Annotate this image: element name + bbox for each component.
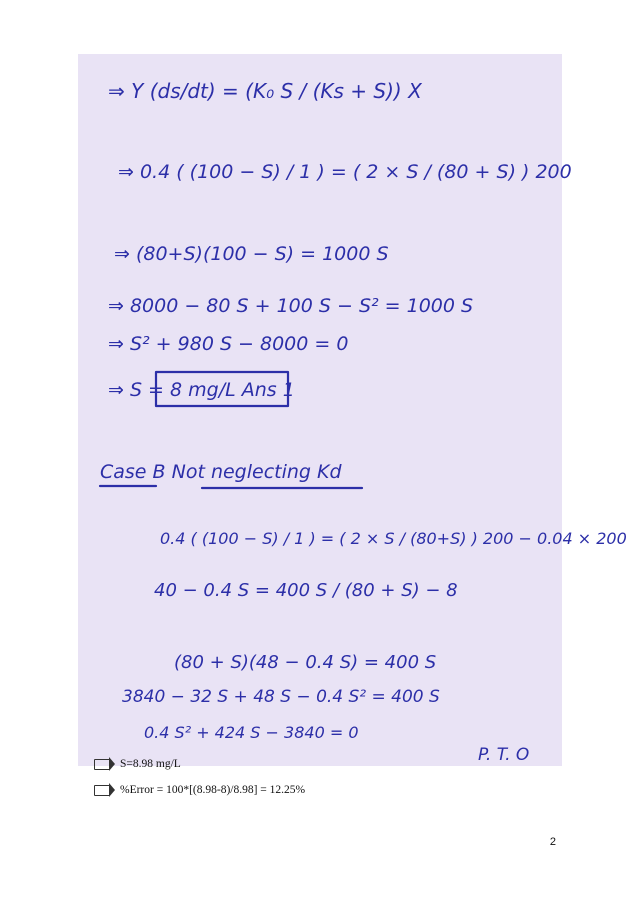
result-text: S=8.98 mg/L xyxy=(120,758,181,770)
hw-line-2: ⇒ 0.4 ( (100 − S) / 1 ) = ( 2 × S / (80 + S) ) 200 xyxy=(118,161,572,183)
arrow-right-icon xyxy=(94,759,110,770)
hw-line-10: (80 + S)(48 − 0.4 S) = 400 S xyxy=(174,652,437,673)
hw-line-6: ⇒ S = 8 mg/L Ans 1 xyxy=(108,379,295,401)
hw-line-5: ⇒ S² + 980 S − 8000 = 0 xyxy=(108,333,349,355)
hw-line-12: 0.4 S² + 424 S − 3840 = 0 xyxy=(144,723,359,742)
arrow-right-icon xyxy=(94,785,110,796)
hw-line-1: ⇒ Y (ds/dt) = (K₀ S / (Ks + S)) X xyxy=(108,79,422,103)
hw-line-3: ⇒ (80+S)(100 − S) = 1000 S xyxy=(114,243,389,265)
error-item xyxy=(94,784,305,796)
hw-line-4: ⇒ 8000 − 80 S + 100 S − S² = 1000 S xyxy=(108,295,474,317)
result-item xyxy=(94,758,181,770)
hw-line-8: 0.4 ( (100 − S) / 1 ) = ( 2 × S / (80+S) ) 200 − 0.04 × 200 xyxy=(160,529,627,548)
page-number: 2 xyxy=(549,836,556,848)
handwritten-scan xyxy=(78,54,627,766)
case-b-underline xyxy=(100,486,362,488)
hw-line-11: 3840 − 32 S + 48 S − 0.4 S² = 400 S xyxy=(122,687,440,707)
hw-line-9: 40 − 0.4 S = 400 S / (80 + S) − 8 xyxy=(154,580,458,601)
hw-pto: P. T. O xyxy=(478,745,530,765)
handwritten-equations xyxy=(78,54,627,766)
hw-case-b: Case B Not neglecting Kd xyxy=(100,461,342,483)
error-text: %Error = 100*[(8.98-8)/8.98] = 12.25% xyxy=(120,784,306,796)
